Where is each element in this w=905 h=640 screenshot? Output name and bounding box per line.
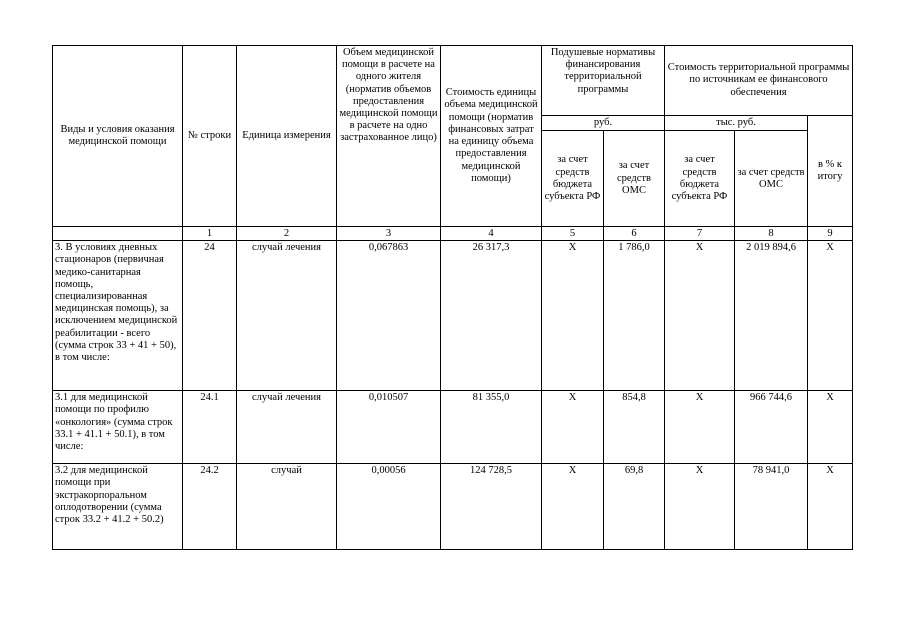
table-row bbox=[53, 241, 853, 391]
program-cost-table bbox=[52, 45, 853, 550]
row-cost: 81 355,0 bbox=[441, 391, 542, 464]
row-pc-budget: Х bbox=[542, 391, 604, 464]
row-pc-budget: Х bbox=[542, 241, 604, 391]
header-per-capita: Подушевые нормативы финансирования территориальной программы bbox=[542, 46, 665, 116]
column-number: 8 bbox=[735, 227, 808, 241]
column-number: 3 bbox=[337, 227, 441, 241]
row-kind: 3.1 для медицинской помощи по профилю «онкология» (сумма строк 33.1 + 41.1 + 50.1), в том числе: bbox=[53, 391, 183, 464]
header-prog-oms: за счет средств ОМС bbox=[735, 131, 808, 227]
column-number: 1 bbox=[183, 227, 237, 241]
row-prog-budget: Х bbox=[665, 391, 735, 464]
row-volume: 0,067863 bbox=[337, 241, 441, 391]
header-prog-budget: за счет средств бюджета субъекта РФ bbox=[665, 131, 735, 227]
row-cost: 26 317,3 bbox=[441, 241, 542, 391]
row-unit: случай bbox=[237, 464, 337, 550]
column-number: 5 bbox=[542, 227, 604, 241]
header-pc-oms: за счет средств ОМС bbox=[604, 131, 665, 227]
row-number: 24 bbox=[183, 241, 237, 391]
column-number: 4 bbox=[441, 227, 542, 241]
header-pc-budget: за счет средств бюджета субъекта РФ bbox=[542, 131, 604, 227]
header-program-cost: Стоимость территориальной программы по источникам ее финансового обеспечения bbox=[665, 46, 853, 116]
header-unit-rub: руб. bbox=[542, 116, 665, 131]
header-unit: Единица измерения bbox=[237, 46, 337, 227]
column-number-blank bbox=[53, 227, 183, 241]
table-row bbox=[53, 464, 853, 550]
row-pc-oms: 854,8 bbox=[604, 391, 665, 464]
header-kind: Виды и условия оказания медицинской помощи bbox=[53, 46, 183, 227]
row-number: 24.1 bbox=[183, 391, 237, 464]
row-prog-budget: Х bbox=[665, 241, 735, 391]
column-number: 6 bbox=[604, 227, 665, 241]
row-percent: Х bbox=[808, 464, 853, 550]
row-percent: Х bbox=[808, 391, 853, 464]
row-kind: 3.2 для медицинской помощи при экстракорпоральном оплодотворении (сумма строк 33.2 + 41.2 + 50.2) bbox=[53, 464, 183, 550]
header-percent-total: в % к итогу bbox=[808, 116, 853, 227]
column-number: 9 bbox=[808, 227, 853, 241]
row-prog-oms: 2 019 894,6 bbox=[735, 241, 808, 391]
row-percent: Х bbox=[808, 241, 853, 391]
header-unit-thousand-rub: тыс. руб. bbox=[665, 116, 808, 131]
column-number: 2 bbox=[237, 227, 337, 241]
row-cost: 124 728,5 bbox=[441, 464, 542, 550]
row-pc-oms: 69,8 bbox=[604, 464, 665, 550]
row-pc-oms: 1 786,0 bbox=[604, 241, 665, 391]
row-prog-oms: 78 941,0 bbox=[735, 464, 808, 550]
row-pc-budget: Х bbox=[542, 464, 604, 550]
row-volume: 0,00056 bbox=[337, 464, 441, 550]
column-numbers-row bbox=[53, 227, 853, 241]
table-row bbox=[53, 391, 853, 464]
row-volume: 0,010507 bbox=[337, 391, 441, 464]
row-number: 24.2 bbox=[183, 464, 237, 550]
row-unit: случай лечения bbox=[237, 241, 337, 391]
header-row-no: № строки bbox=[183, 46, 237, 227]
row-prog-oms: 966 744,6 bbox=[735, 391, 808, 464]
row-kind: 3. В условиях дневных стационаров (первичная медико-санитарная помощь, специализированная медицинская помощь), за исключением медицинской реабилитации - всего (сумма строк 33 + 41 + 50), в том числе: bbox=[53, 241, 183, 391]
header-cost: Стоимость единицы объема медицинской помощи (норматив финансовых затрат на единицу объема предоставления медицинской помощи) bbox=[441, 46, 542, 227]
header-volume: Объем медицинской помощи в расчете на одного жителя (норматив объемов предоставления медицинской помощи в расчете на одно застрахованное лицо) bbox=[337, 46, 441, 227]
row-prog-budget: Х bbox=[665, 464, 735, 550]
column-number: 7 bbox=[665, 227, 735, 241]
row-unit: случай лечения bbox=[237, 391, 337, 464]
